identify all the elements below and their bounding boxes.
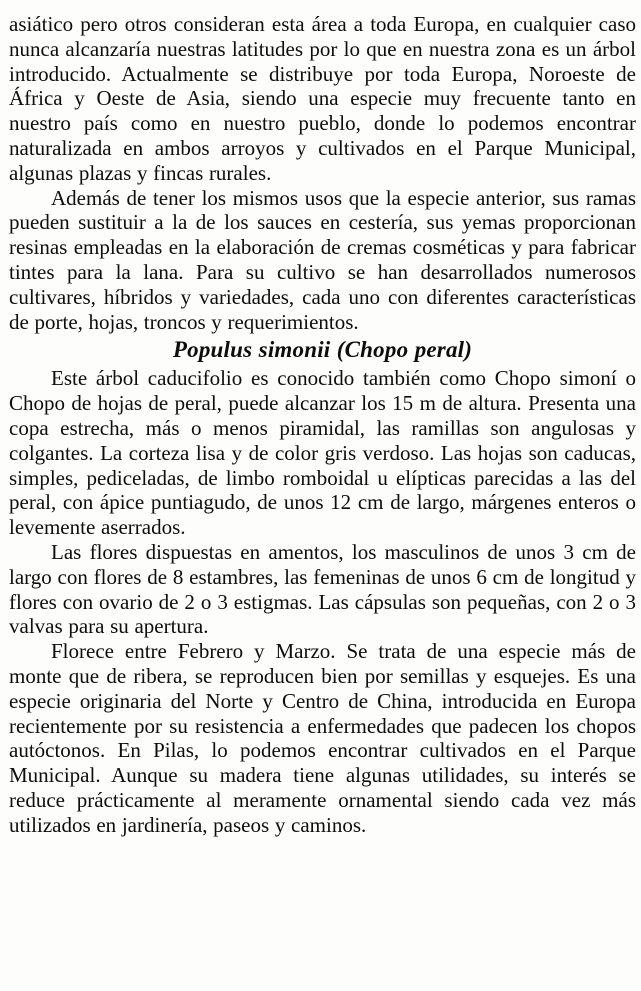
body-paragraph: Las flores dispuestas en amentos, los masculinos de unos 3 cm de largo con flores de 8 estambres, las femeninas de unos 6 cm de longitud y flores con ovario de 2 o 3 estigmas. Las cápsulas son pequeñas, con 2 o 3 valvas para su apertura. bbox=[9, 539, 636, 639]
body-paragraph: Además de tener los mismos usos que la especie anterior, sus ramas pueden sustituir a la de los sauces en cestería, sus yemas proporcionan resinas empleadas en la elaboración de cremas cosméticas y para fabricar tintes para la lana. Para su cultivo se han desarrollados numerosos cultivares, híbridos y variedades, cada uno con diferentes características de porte, hojas, troncos y requerimientos. bbox=[9, 185, 636, 334]
species-heading: Populus simonii (Chopo peral) bbox=[172, 337, 473, 363]
body-paragraph-continuation: asiático pero otros consideran esta área a toda Europa, en cualquier caso nunca alcanzaría nuestras latitudes por lo que en nuestra zona es un árbol introducido. Actualmente se distribuye por toda Europa, Noroeste de África y Oeste de Asia, siendo una especie muy frecuente tanto en nuestro país como en nuestro pueblo, donde lo podemos encontrar naturalizada en ambos arroyos y cultivados en el Parque Municipal, algunas plazas y fincas rurales. bbox=[9, 12, 636, 185]
body-paragraph: Este árbol caducifolio es conocido también como Chopo simoní o Chopo de hojas de peral, puede alcanzar los 15 m de altura. Presenta una copa estrecha, más o menos piramidal, las ramillas son angulosas y colgantes. La corteza lisa y de color gris verdoso. Las hojas son caducas, simples, pediceladas, de limbo romboidal u elípticas parecidas a las del peral, con ápice puntiagudo, de unos 12 cm de largo, márgenes enteros o levemente aserrados. bbox=[9, 366, 636, 540]
body-paragraph: Florece entre Febrero y Marzo. Se trata de una especie más de monte que de ribera, se reproducen bien por semillas y esquejes. Es una especie originaria del Norte y Centro de China, introducida en Europa recientemente por su resistencia a enfermedades que padecen los chopos autóctonos. En Pilas, lo podemos encontrar cultivados en el Parque Municipal. Aunque su madera tiene algunas utilidades, su interés se reduce prácticamente al meramente ornamental siendo cada vez más utilizados en jardinería, paseos y caminos. bbox=[9, 639, 636, 837]
